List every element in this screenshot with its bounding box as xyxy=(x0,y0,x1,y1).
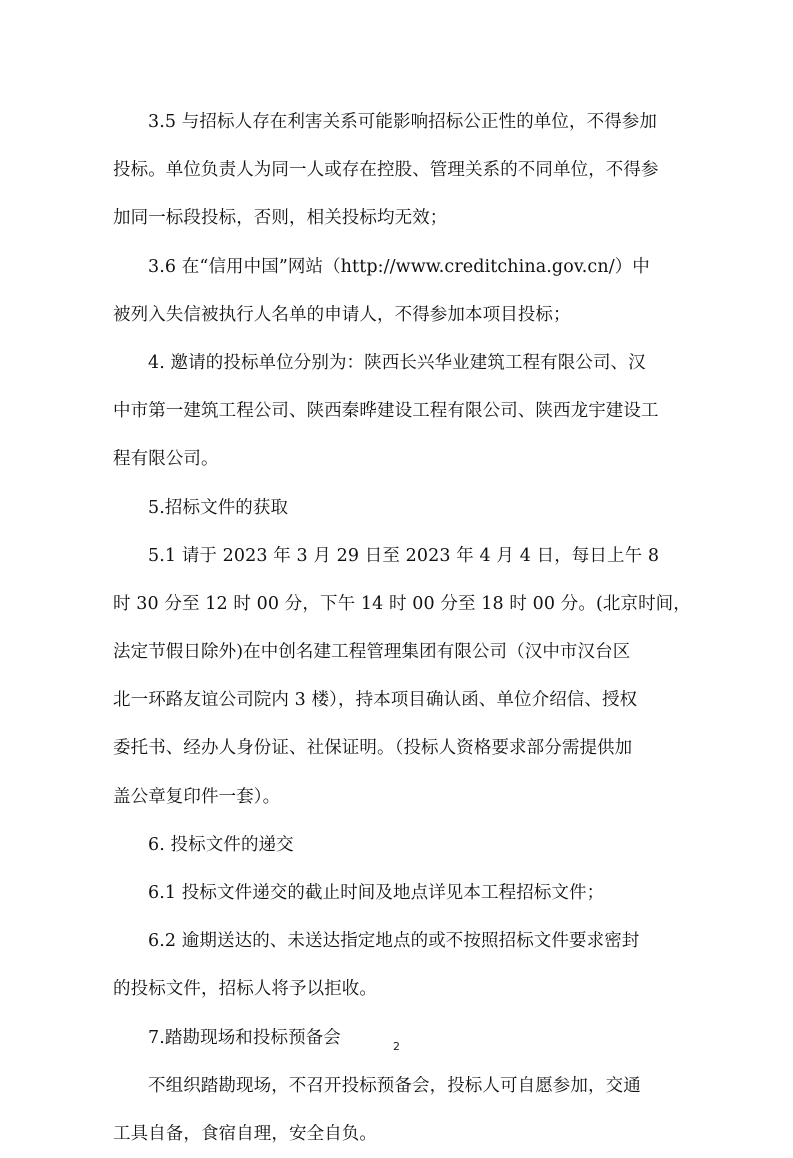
paragraph-6-2-line-2: 的投标文件，招标人将予以拒收。 xyxy=(113,979,377,1000)
paragraph-4-line-2: 中市第一建筑工程公司、陕西秦晔建设工程有限公司、陕西龙宇建设工 xyxy=(113,401,659,422)
paragraph-5-1-line-3: 法定节假日除外)在中创名建工程管理集团有限公司（汉中市汉台区 xyxy=(113,642,631,663)
paragraph-3-5-line-2: 投标。单位负责人为同一人或存在控股、管理关系的不同单位，不得参 xyxy=(113,160,659,181)
paragraph-6-1: 6.1 投标文件递交的截止时间及地点详见本工程招标文件； xyxy=(148,883,605,903)
paragraph-6-2-line-1: 6.2 逾期送达的、未送达指定地点的或不按照招标文件要求密封 xyxy=(148,931,640,952)
paragraph-7-line-2: 工具自备，食宿自理，安全自负。 xyxy=(113,1123,377,1144)
paragraph-3-6-line-2: 被列入失信被执行人名单的申请人，不得参加本项目投标； xyxy=(113,304,571,325)
paragraph-4-line-1: 4. 邀请的投标单位分别为：陕西长兴华业建筑工程有限公司、汉 xyxy=(148,352,646,373)
section-7-heading: 7.踏勘现场和投标预备会 xyxy=(148,1027,341,1048)
paragraph-5-1-line-5: 委托书、经办人身份证、社保证明。（投标人资格要求部分需提供加 xyxy=(113,738,633,759)
paragraph-5-1-line-1: 5.1 请于 2023 年 3 月 29 日至 2023 年 4 月 4 日，每日上午 8 xyxy=(148,545,660,566)
paragraph-4-line-3: 程有限公司。 xyxy=(113,449,219,470)
page-number: 2 xyxy=(393,1040,400,1053)
document-body xyxy=(113,98,691,1158)
paragraph-5-1-line-2: 时 30 分至 12 时 00 分，下午 14 时 00 分至 18 时 00 分。(北京时间， xyxy=(113,593,691,614)
section-6-heading: 6. 投标文件的递交 xyxy=(148,834,294,855)
paragraph-7-line-1: 不组织踏勘现场，不召开投标预备会，投标人可自愿参加，交通 xyxy=(148,1075,641,1096)
paragraph-3-5-line-3: 加同一标段投标，否则，相关投标均无效； xyxy=(113,208,448,229)
section-5-heading: 5.招标文件的获取 xyxy=(148,497,289,518)
paragraph-5-1-line-6: 盖公章复印件一套）。 xyxy=(113,786,281,807)
paragraph-5-1-line-4: 北一环路友谊公司院内 3 楼），持本项目确认函、单位介绍信、授权 xyxy=(113,690,638,711)
paragraph-3-6-line-1: 3.6 在“信用中国”网站（http://www.creditchina.gov.cn/）中 xyxy=(148,256,650,277)
paragraph-3-5-line-1: 3.5 与招标人存在利害关系可能影响招标公正性的单位，不得参加 xyxy=(148,112,657,132)
